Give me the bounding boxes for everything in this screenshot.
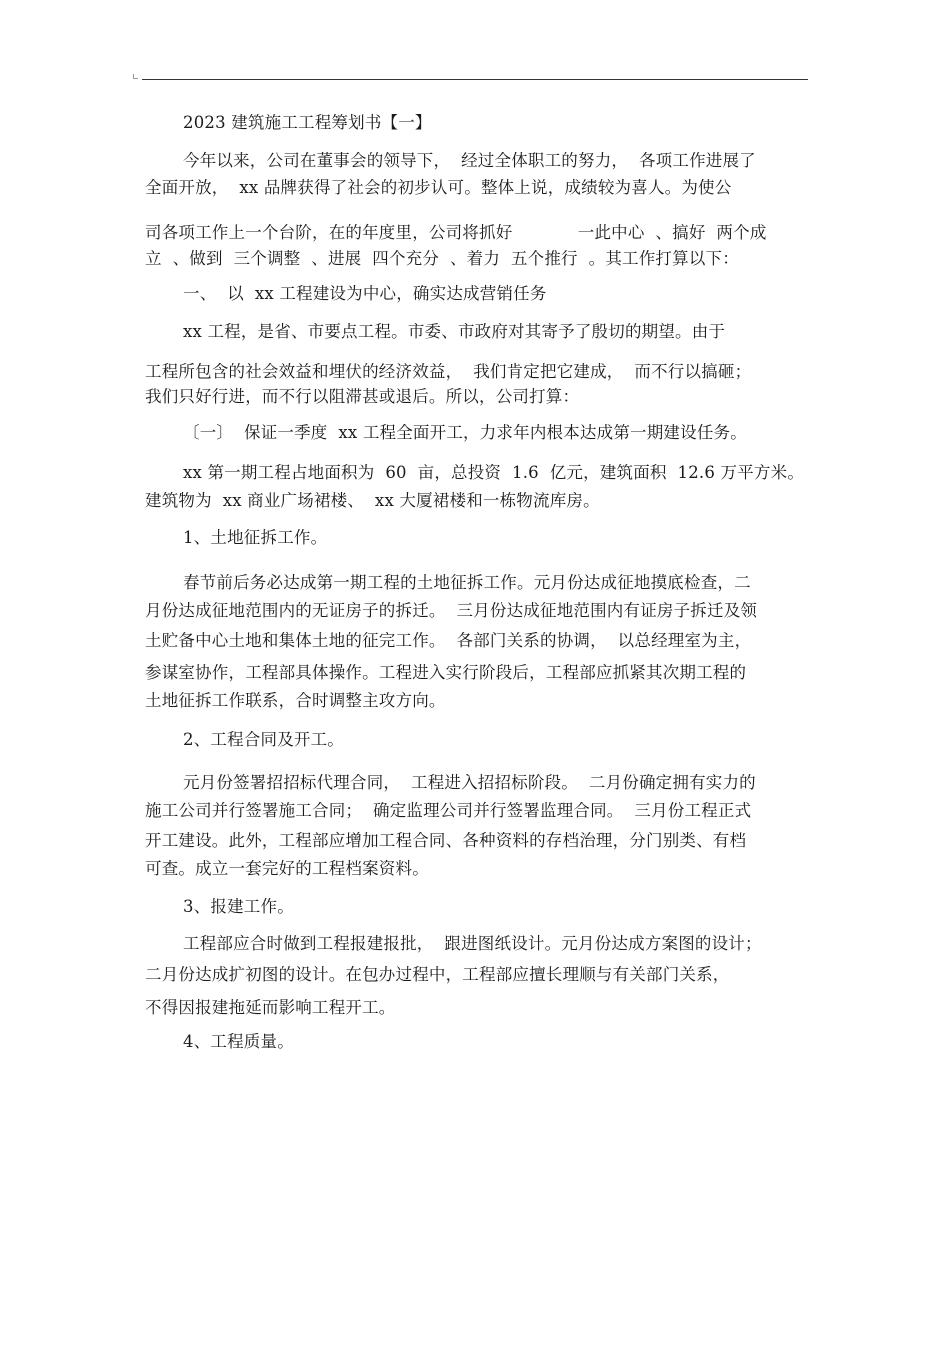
text-line: 可查。成立一套完好的工程档案资料。 [145, 859, 429, 878]
section-heading: 一、 以 xx 工程建设为中心，确实达成营销任务 [183, 284, 547, 303]
text-line: 建筑物为 xx 商业广场裙楼、 xx 大厦裙楼和一栋物流库房。 [145, 491, 600, 510]
document-title: 2023 建筑施工工程筹划书【一】 [183, 113, 432, 132]
text-line: 土贮备中心土地和集体土地的征完工作。 各部门关系的协调， 以总经理室为主， [145, 631, 752, 650]
item-heading: 4、工程质量。 [183, 1032, 294, 1051]
text-line: 全面开放， xx 品牌获得了社会的初步认可。整体上说，成绩较为喜人。为使公 [145, 178, 732, 197]
text-line: 元月份签署招招标代理合同， 工程进入招招标阶段。 二月份确定拥有实力的 [183, 773, 756, 792]
corner-crop-mark [133, 74, 138, 79]
text-line: 施工公司并行签署施工合同； 确定监理公司并行签署监理合同。 三月份工程正式 [145, 801, 752, 820]
text-line: 土地征拆工作联系，合时调整主攻方向。 [145, 691, 446, 710]
text-line: 参谋室协作，工程部具体操作。工程进入实行阶段后，工程部应抓紧其次期工程的 [145, 663, 747, 682]
text-line: 司各项工作上一个台阶，在的年度里，公司将抓好 一此中心 、搞好 两个成 [145, 223, 767, 242]
text-line: 今年以来，公司在董事会的领导下， 经过全体职工的努力， 各项工作进展了 [183, 151, 756, 170]
text-line: 立 、做到 三个调整 、进展 四个充分 、着力 五个推行 。其工作打算以下： [145, 249, 739, 268]
text-line: 二月份达成扩初图的设计。在包办过程中，工程部应擅长理顺与有关部门关系， [145, 965, 730, 984]
text-line: xx 第一期工程占地面积为 60 亩，总投资 1.6 亿元，建筑面积 12.6 万平方米。 [183, 463, 805, 482]
text-line: 开工建设。此外，工程部应增加工程合同、各种资料的存档治理，分门别类、有档 [145, 831, 747, 850]
item-heading: 2、工程合同及开工。 [183, 730, 344, 749]
item-heading: 1、土地征拆工作。 [183, 528, 328, 547]
text-line: 月份达成征地范围内的无证房子的拆迁。 三月份达成征地范围内有证房子拆迁及领 [145, 601, 758, 620]
subsection-heading: 〔一〕 保证一季度 xx 工程全面开工，力求年内根本达成第一期建设任务。 [183, 423, 747, 442]
text-line: 我们只好行进，而不行以阻滞甚或退后。所以，公司打算： [145, 387, 580, 406]
text-line: 不得因报建拖延而影响工程开工。 [145, 998, 396, 1017]
text-line: 工程所包含的社会效益和埋伏的经济效益， 我们肯定把它建成， 而不行以搞砸； [145, 362, 752, 381]
header-rule [142, 79, 808, 80]
text-line: 春节前后务必达成第一期工程的土地征拆工作。元月份达成征地摸底检查，二 [183, 573, 751, 592]
text-line: 工程部应合时做到工程报建报批， 跟进图纸设计。元月份达成方案图的设计； [183, 934, 762, 953]
text-line: xx 工程，是省、市要点工程。市委、市政府对其寄予了殷切的期望。由于 [183, 322, 726, 341]
item-heading: 3、报建工作。 [183, 897, 294, 916]
